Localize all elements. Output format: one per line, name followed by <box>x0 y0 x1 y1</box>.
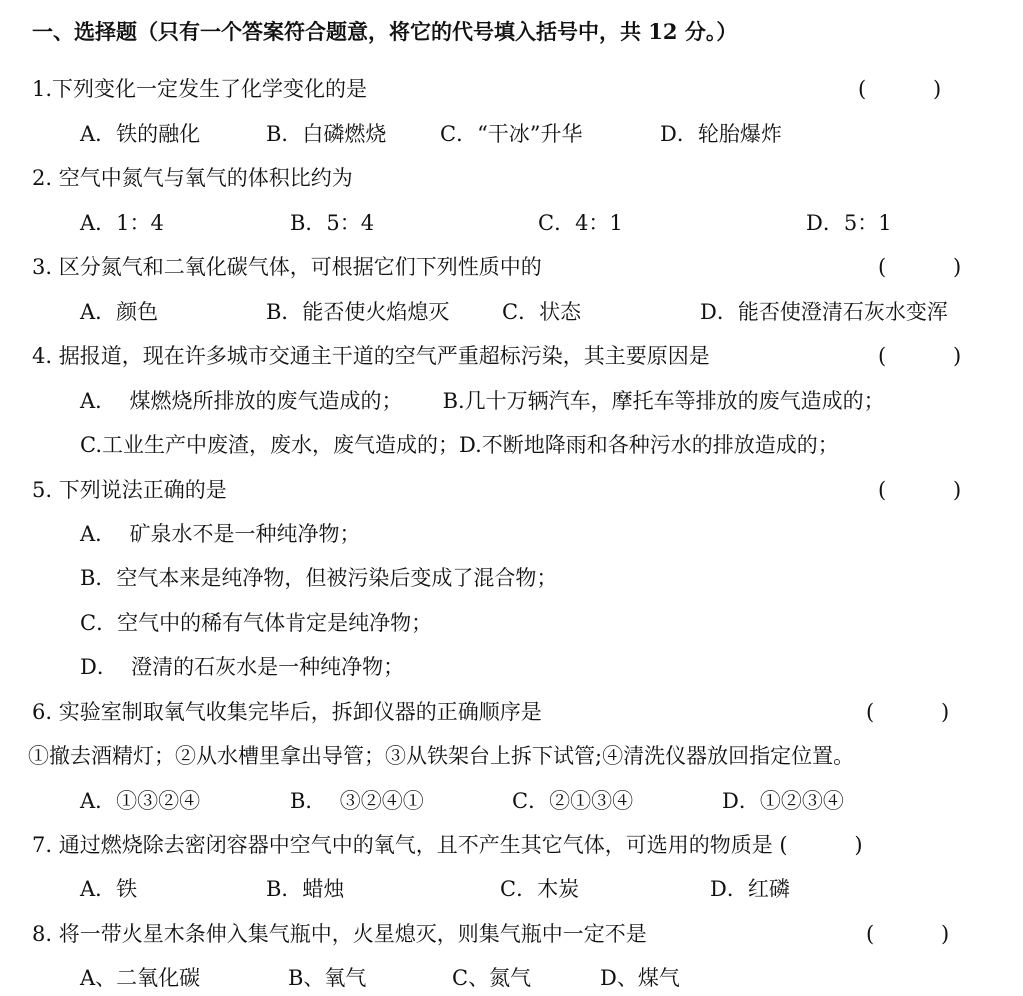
q4-options-line-2: C.工业生产中废渣，废水，废气造成的；D.不断地降雨和各种污水的排放造成的； <box>80 433 839 457</box>
q6-option-d: D．①②③④ <box>722 789 844 813</box>
q5-stem: 5. 下列说法正确的是 <box>32 478 227 502</box>
q1-option-d: D．轮胎爆炸 <box>660 122 782 146</box>
q2-option-a: A．1：4 <box>80 211 164 235</box>
q2-option-c: C．4：1 <box>538 211 623 235</box>
q1-option-c: C．“干冰”升华 <box>440 122 583 146</box>
q4-stem: 4. 据报道，现在许多城市交通主干道的空气严重超标污染，其主要原因是 <box>32 344 710 368</box>
q7-option-d: D．红磷 <box>710 877 790 901</box>
q7-stem: 7. 通过燃烧除去密闭容器中空气中的氧气，且不产生其它气体，可选用的物质是 ( ) <box>32 833 863 857</box>
q6-steps-note: ①撤去酒精灯；②从水槽里拿出导管；③从铁架台上拆下试管;④清洗仪器放回指定位置。 <box>28 744 855 768</box>
q8-option-a: A、二氧化碳 <box>80 966 201 990</box>
q7-option-a: A．铁 <box>80 877 138 901</box>
q6-option-b: B． ③②④① <box>290 789 424 813</box>
q3-option-b: B．能否使火焰熄灭 <box>266 300 450 324</box>
q5-option-d: D． 澄清的石灰水是一种纯净物； <box>80 655 405 679</box>
q1-option-b: B．白磷燃烧 <box>266 122 387 146</box>
q1-stem: 1.下列变化一定发生了化学变化的是 <box>32 77 368 101</box>
q6-answer-paren: ( ) <box>866 700 950 724</box>
q8-option-d: D、煤气 <box>600 966 680 990</box>
q5-option-a: A． 矿泉水不是一种纯净物； <box>80 522 361 546</box>
q8-option-c: C、氮气 <box>452 966 532 990</box>
q8-stem: 8. 将一带火星木条伸入集气瓶中，火星熄灭，则集气瓶中一定不是 <box>32 922 647 946</box>
q3-stem: 3. 区分氮气和二氧化碳气体，可根据它们下列性质中的 <box>32 255 542 279</box>
q4-answer-paren: ( ) <box>878 344 962 368</box>
q3-option-a: A．颜色 <box>80 300 159 324</box>
q7-option-c: C．木炭 <box>500 877 580 901</box>
q2-option-b: B．5：4 <box>290 211 375 235</box>
q3-answer-paren: ( ) <box>878 255 962 279</box>
q5-answer-paren: ( ) <box>878 478 962 502</box>
q3-option-d: D．能否使澄清石灰水变浑 <box>700 300 948 324</box>
section-header: 一、选择题（只有一个答案符合题意，将它的代号填入括号中，共 12 分。） <box>32 19 738 44</box>
q6-stem: 6. 实验室制取氧气收集完毕后，拆卸仪器的正确顺序是 <box>32 700 542 724</box>
q6-option-c: C．②①③④ <box>512 789 634 813</box>
q8-option-b: B、氧气 <box>288 966 367 990</box>
q2-stem: 2. 空气中氮气与氧气的体积比约为 <box>32 166 353 190</box>
q1-option-a: A．铁的融化 <box>80 122 201 146</box>
q3-option-c: C．状态 <box>502 300 582 324</box>
q8-answer-paren: ( ) <box>866 922 950 946</box>
q4-options-line-1: A． 煤燃烧所排放的废气造成的； B.几十万辆汽车，摩托车等排放的废气造成的； <box>80 389 885 413</box>
q6-option-a: A．①③②④ <box>80 789 201 813</box>
q2-option-d: D．5：1 <box>806 211 892 235</box>
q5-option-c: C．空气中的稀有气体肯定是纯净物； <box>80 611 433 635</box>
q5-option-b: B．空气本来是纯净物，但被污染后变成了混合物； <box>80 566 558 590</box>
q1-answer-paren: ( ) <box>858 77 942 101</box>
q7-option-b: B．蜡烛 <box>266 877 345 901</box>
